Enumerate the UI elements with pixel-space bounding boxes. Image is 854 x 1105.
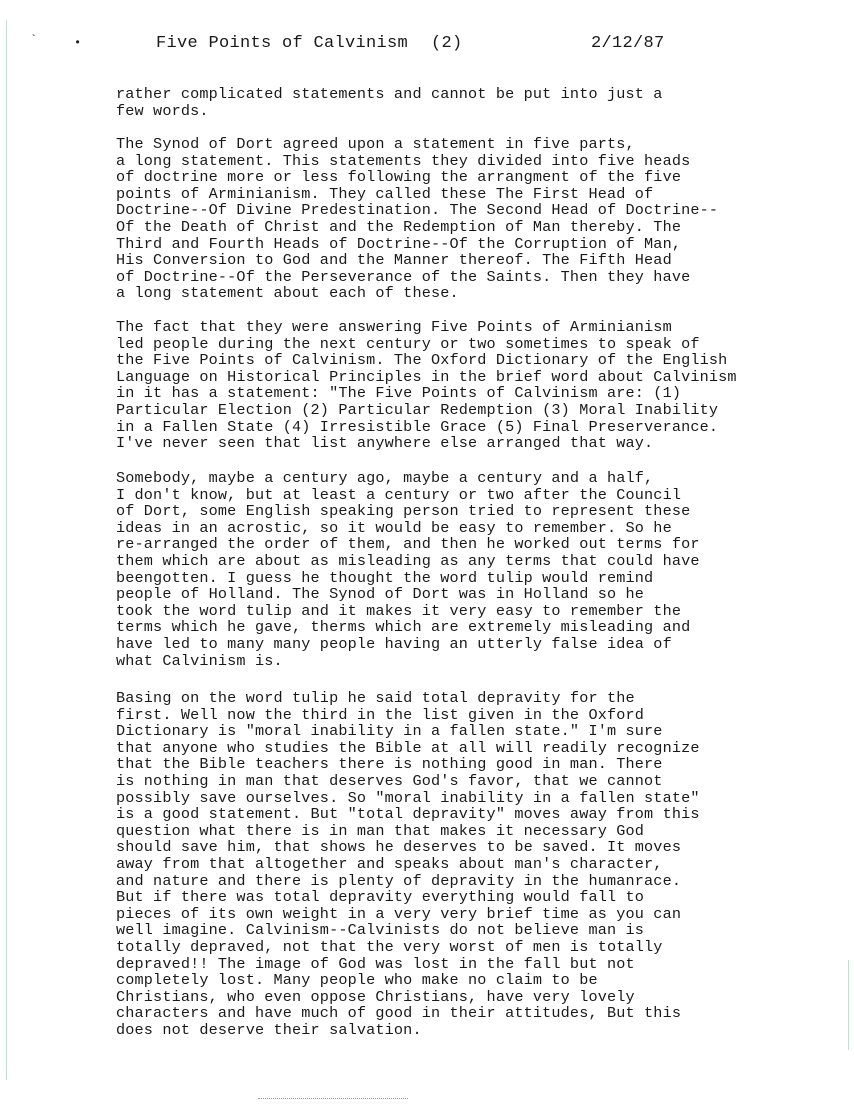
scan-speck: ` [30, 33, 38, 47]
paragraph: Somebody, maybe a century ago, maybe a century and a half, I don't know, but at least a century or two after the Council of Dort, some English speaking person tried to represent these ideas in an acrostic, so it would be easy to remember. So he re-arranged the order of them, and then he worked out terms for them which are about as misleading as any terms that could have beengotten. I guess he thought the word tulip would remind people of Holland. The Synod of Dort was in Holland so he took the word tulip and it makes it very easy to remember the terms which he gave, therms which are extremely misleading and have led to many many people having an utterly false idea of what Calvinism is. [116, 469, 700, 670]
scan-smudge [258, 1098, 408, 1101]
paragraph: rather complicated statements and cannot be put into just a few words. [116, 85, 663, 120]
page-header [156, 34, 716, 56]
scan-edge-line [6, 20, 7, 1080]
scan-speck: • [74, 36, 82, 50]
paragraph: The Synod of Dort agreed upon a statement in five parts, a long statement. This statements they divided into five heads of doctrine more or less following the arrangment of the five points of Arminianism. They called these The First Head of Doctrine--Of Divine Predestination. The Second Head of Doctrine-- Of the Death of Christ and the Redemption of Man thereby. The Third and Fourth Heads of Doctrine--Of the Corruption of Man, His Conversion to God and the Manner thereof. The Fifth Head of Doctrine--Of the Perseverance of the Saints. Then they have a long statement about each of these. [116, 135, 719, 303]
paragraph: Basing on the word tulip he said total depravity for the first. Well now the third in the list given in the Oxford Dictionary is "moral inability in a fallen state." I'm sure that anyone who studies the Bible at all will readily recognize that the Bible teachers there is nothing good in man. There is nothing in man that deserves God's favor, that we cannot possibly save ourselves. So "moral inability in a fallen state" is a good statement. But "total depravity" moves away from this question what there is in man that makes it necessary God should save him, that shows he deserves to be saved. It moves away from that altogether and speaks about man's character, and nature and there is plenty of depravity in the humanrace. But if there was total depravity everything would fall to pieces of its own weight in a very very brief time as you can well imagine. Calvinism--Calvinists do not believe man is totally depraved, not that the very worst of men is totally depraved!! The image of God was lost in the fall but not completely lost. Many people who make no claim to be Christians, who even oppose Christians, have very lovely characters and have much of good in their attitudes, But this does not deserve their salvation. [116, 689, 700, 1039]
paragraph: The fact that they were answering Five Points of Arminianism led people during the next century or two sometimes to speak of the Five Points of Calvinism. The Oxford Dictionary of the English Language on Historical Principles in the brief word about Calvinism in it has a statement: "The Five Points of Calvinism are: (1) Particular Election (2) Particular Redemption (3) Moral Inability in a Fallen State (4) Irresistible Grace (5) Final Preserverance. I've never seen that list anywhere else arranged that way. [116, 318, 737, 453]
document-title: Five Points of Calvinism [156, 34, 409, 53]
scan-edge-line [848, 960, 849, 1050]
document-date: 2/12/87 [591, 34, 665, 53]
part-number: (2) [431, 34, 463, 53]
